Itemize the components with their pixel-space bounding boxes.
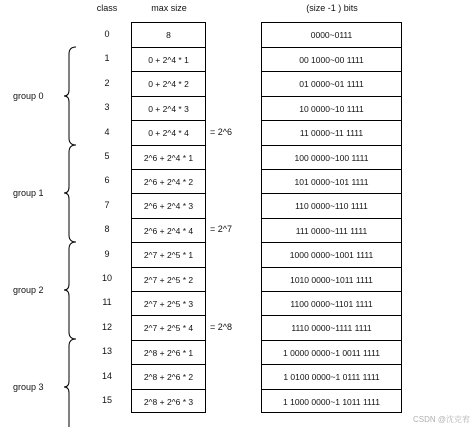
max-size-cell: 2^7 + 2^5 * 3 <box>132 291 205 316</box>
class-header: class <box>96 3 118 13</box>
class-number: 11 <box>102 297 112 308</box>
bits-range-cell: 10 0000~10 1111 <box>262 96 401 121</box>
bits-range-cell: 110 0000~110 1111 <box>262 193 401 218</box>
bits-range-cell: 1110 0000~1111 1111 <box>262 315 401 340</box>
bits-range-cell: 1 0100 0000~1 0111 1111 <box>262 364 401 389</box>
class-number: 5 <box>104 151 110 161</box>
class-number: 13 <box>101 346 112 357</box>
class-number: 9 <box>104 248 110 259</box>
class-number: 15 <box>101 395 112 405</box>
group-label: group 0 <box>13 91 44 101</box>
brace-group-0 <box>64 47 76 145</box>
max-size-cell: 0 + 2^4 * 2 <box>132 71 205 96</box>
bits-range-cell: 111 0000~111 1111 <box>262 218 401 243</box>
brace-group-2 <box>64 242 76 339</box>
class-number: 4 <box>104 126 110 137</box>
max-size-cell: 2^7 + 2^5 * 4 <box>132 315 205 340</box>
class-number: 2 <box>104 77 110 88</box>
bits-range-cell: 0000~0111 <box>310 30 353 40</box>
group-label: group 3 <box>13 382 44 392</box>
bits-range-cell: 100 0000~100 1111 <box>262 145 401 170</box>
bits-range-cell: 1010 0000~1011 1111 <box>262 267 401 292</box>
max-size-cell: 2^7 + 2^5 * 1 <box>132 242 205 267</box>
class-number: 3 <box>104 102 110 113</box>
bits-range-cell: 1 0000 0000~1 0011 1111 <box>262 340 401 365</box>
class-number: 7 <box>104 199 110 210</box>
max-size-cell: 2^7 + 2^5 * 2 <box>132 267 205 292</box>
class-number: 0 <box>104 29 110 39</box>
max-size-cell: 0 + 2^4 * 4 <box>132 120 205 145</box>
bits-range-cell: 101 0000~101 1111 <box>262 169 401 194</box>
max-size-cell: 2^8 + 2^6 * 2 <box>132 364 205 389</box>
brace-group-1 <box>64 145 76 242</box>
max-size-cell: 2^6 + 2^4 * 3 <box>132 193 205 218</box>
max-size-cell: 2^8 + 2^6 * 1 <box>132 340 205 365</box>
brace-group-3 <box>64 339 76 427</box>
max-size-cell: 0 + 2^4 * 1 <box>132 47 205 72</box>
bits-header: (size -1 ) bits <box>306 3 358 13</box>
max-size-cell: 2^6 + 2^4 * 1 <box>132 145 205 170</box>
power-equality-label: = 2^8 <box>210 321 232 332</box>
max-size-header: max size <box>151 3 187 13</box>
class-number: 12 <box>101 321 112 332</box>
bits-range-cell: 1000 0000~1001 1111 <box>262 242 401 267</box>
bits-range-cell: 1 1000 0000~1 1011 1111 <box>262 389 401 414</box>
max-size-cell: 2^6 + 2^4 * 4 <box>132 218 205 243</box>
class-number: 8 <box>104 224 110 235</box>
bits-range-cell: 00 1000~00 1111 <box>262 47 401 72</box>
power-equality-label: = 2^7 <box>210 224 232 235</box>
group-label: group 1 <box>13 188 44 198</box>
class-number: 14 <box>101 370 112 381</box>
watermark: CSDN @沈克宥 <box>412 415 470 424</box>
max-size-cell: 0 + 2^4 * 3 <box>132 96 205 121</box>
max-size-cell: 2^6 + 2^4 * 2 <box>132 169 205 194</box>
bits-range-cell: 1100 0000~1101 1111 <box>262 291 401 316</box>
max-size-cell: 2^8 + 2^6 * 3 <box>132 389 205 414</box>
class-number: 10 <box>101 273 112 283</box>
bits-range-cell: 11 0000~11 1111 <box>262 120 401 145</box>
class-number: 1 <box>104 53 110 64</box>
group-label: group 2 <box>13 285 44 295</box>
class-number: 6 <box>104 175 110 186</box>
max-size-cell: 8 <box>166 30 171 40</box>
bits-range-cell: 01 0000~01 1111 <box>262 71 401 96</box>
power-equality-label: = 2^6 <box>210 126 232 137</box>
